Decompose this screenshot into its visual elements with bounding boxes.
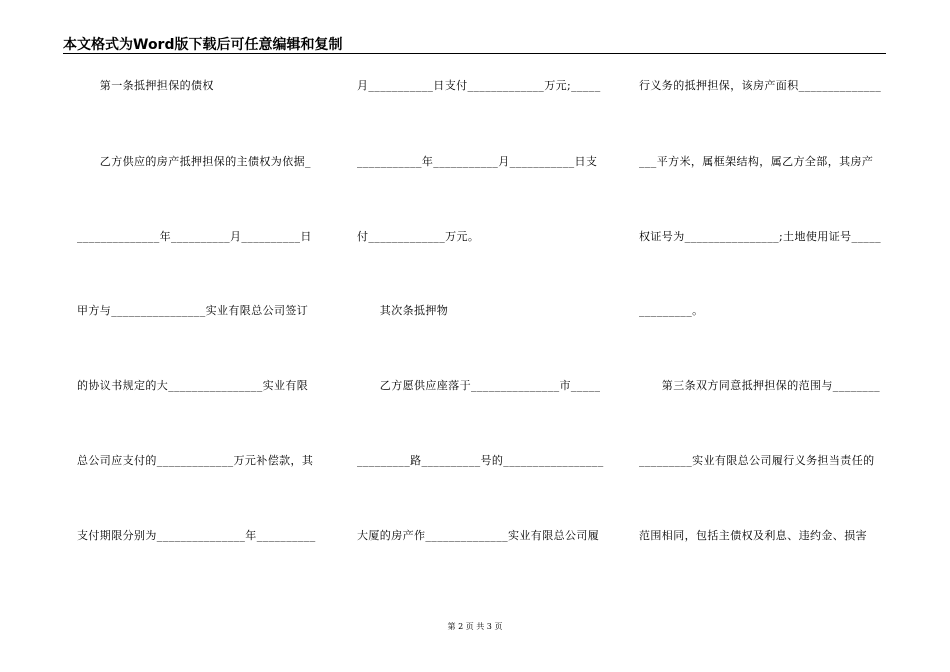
column-text-line: 的协议书规定的大________________实业有限 [77,379,309,392]
column-text-line: 大厦的房产作______________实业有限总公司履 [357,529,600,542]
column-text-line: 乙方愿供应座落于_______________市_____ [357,379,601,392]
column-text-line: 第一条抵押担保的债权 [77,79,214,92]
column-text-line: 支付期限分别为_______________年__________ [77,529,316,542]
column-text-line: ___平方米，属框架结构，属乙方全部，其房产 [639,155,874,168]
column-text-line: _________路__________号的_________________ [357,454,604,467]
column-text-line: 范围相同，包括主债权及利息、违约金、损害 [639,529,867,542]
column-text-line: _________实业有限总公司履行义务担当责任的 [639,454,875,467]
column-text-line: 其次条抵押物 [357,304,449,317]
column-text-line: ______________年__________月__________日 [77,230,312,243]
column-text-line: 乙方供应的房产抵押担保的主债权为依据_ [77,155,311,168]
column-text-line: 第三条双方同意抵押担保的范围与________ [639,379,880,392]
column-text-line: _________。 [639,304,704,317]
page-number-footer: 第 2 页 共 3 页 [447,622,503,631]
text-column-middle [357,0,609,672]
column-text-line: 月___________日支付_____________万元;_____ [357,79,601,92]
column-text-line: 权证号为________________;土地使用证号_____ [639,230,882,243]
column-text-line: 付_____________万元。 [357,230,480,243]
column-text-line: ___________年___________月___________日支 [357,155,598,168]
column-text-line: 总公司应支付的_____________万元补偿款，其 [77,454,314,467]
text-column-left [77,0,329,672]
document-header-title: 本文格式为Word版下载后可任意编辑和复制 [63,37,343,53]
column-text-line: 行义务的抵押担保，该房产面积______________ [639,79,882,92]
text-column-right [639,0,891,672]
column-text-line: 甲方与________________实业有限总公司签订 [77,304,309,317]
